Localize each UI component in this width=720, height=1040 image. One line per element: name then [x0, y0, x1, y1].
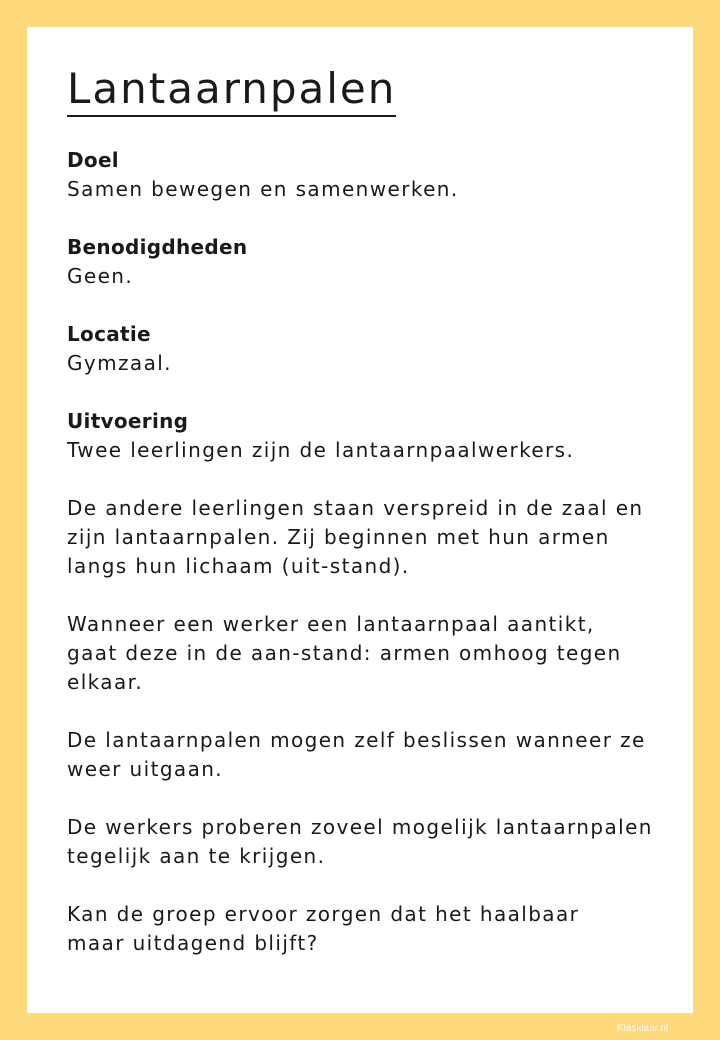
uitvoering-paragraph: Wanneer een werker een lantaarnpaal aantikt, gaat deze in de aan-stand: armen omhoog tegen elkaar. — [67, 612, 622, 694]
section-label-doel: Doel — [67, 148, 119, 172]
card-content — [67, 65, 667, 958]
section-text-benodigdheden: Geen. — [67, 264, 134, 288]
section-label-benodigdheden: Benodigdheden — [67, 235, 248, 259]
uitvoering-paragraph: De andere leerlingen staan verspreid in de zaal en zijn lantaarnpalen. Zij beginnen met hun armen langs hun lichaam (uit-stand). — [67, 496, 644, 578]
uitvoering-paragraph: Kan de groep ervoor zorgen dat het haalbaar maar uitdagend blijft? — [67, 902, 580, 955]
section-label-uitvoering: Uitvoering — [67, 409, 189, 433]
activity-card — [27, 27, 693, 1013]
section-text-doel: Samen bewegen en samenwerken. — [67, 177, 459, 201]
section-benodigdheden — [67, 233, 667, 291]
section-doel — [67, 146, 667, 204]
uitvoering-paragraph: Twee leerlingen zijn de lantaarnpaalwerkers. — [67, 438, 575, 462]
footer-watermark: Klasklaar.nl — [616, 1023, 668, 1034]
uitvoering-paragraph: De werkers proberen zoveel mogelijk lantaarnpalen tegelijk aan te krijgen. — [67, 815, 653, 868]
page-title: Lantaarnpalen — [67, 65, 396, 117]
section-locatie — [67, 320, 667, 378]
section-uitvoering — [67, 407, 667, 958]
section-label-locatie: Locatie — [67, 322, 151, 346]
section-text-locatie: Gymzaal. — [67, 351, 172, 375]
uitvoering-paragraph: De lantaarnpalen mogen zelf beslissen wanneer ze weer uitgaan. — [67, 728, 646, 781]
